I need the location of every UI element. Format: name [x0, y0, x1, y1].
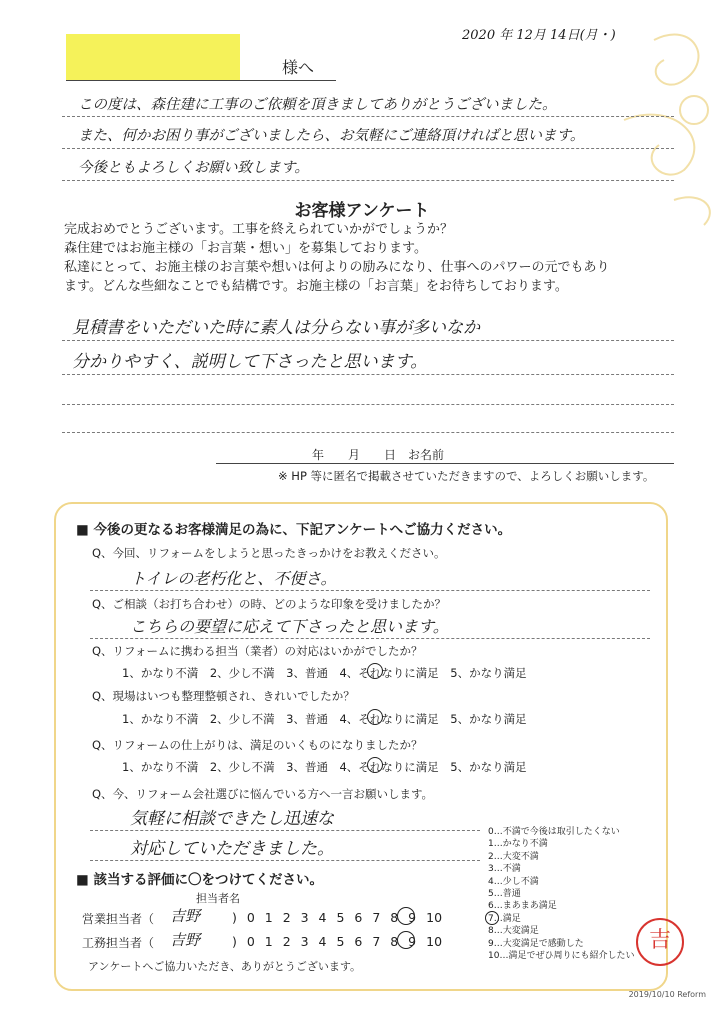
legend-item: 6…まあまあ満足: [488, 901, 557, 912]
letter-line-3: 今後ともよろしくお願い致します。: [78, 160, 309, 176]
selected-option-4-circle: [367, 757, 383, 773]
construction-score-circle: [397, 931, 415, 949]
thanks-text: アンケートへご協力いただき、ありがとうございます。: [88, 960, 362, 973]
intro-line: 私達にとって、お施主様のお言葉や想いは何よりの励みになり、仕事へのパワーの元でもあり: [64, 260, 610, 275]
intro-line: 森住建ではお施主様の「お言葉・想い」を募集しております。: [64, 241, 427, 256]
legend-item: 0…不満で今後は取引したくない: [488, 827, 620, 837]
rule: [62, 340, 674, 341]
comment-line-1: 見積書をいただいた時に素人は分らない事が多いなか: [72, 318, 480, 338]
sales-name: 吉野: [170, 907, 201, 925]
seal-stamp: 吉: [636, 918, 684, 966]
answer-2: こちらの要望に応えて下さったと思います。: [130, 617, 449, 636]
legend-item: 10…満足でぜひ周りにも紹介したい: [488, 951, 635, 962]
letter-date: 2020 年 12月 14日(月・): [462, 28, 616, 43]
hp-note: ※ HP 等に匿名で掲載させていただきますので、よろしくお願いします。: [278, 469, 655, 483]
rule: [62, 116, 674, 117]
sales-score-circle: [397, 907, 415, 925]
selected-option-4-circle: [367, 709, 383, 725]
salutation-underline: [66, 80, 336, 81]
questionnaire-heading: ■ 今後の更なるお客様満足の為に、下記アンケートへご協力ください。: [76, 522, 512, 538]
survey-intro: [64, 220, 674, 296]
options-3: 1、かなり不満 2、少し不満 3、普通 4、それなりに満足 5、かなり満足: [122, 666, 527, 680]
intro-line: ます。どんな些細なことでも結構です。お施主様の「お言葉」をお待ちしております。: [64, 279, 568, 294]
legend-item: 7…満足: [488, 913, 521, 924]
sales-label: 営業担当者（: [82, 912, 155, 926]
question-4: Q、現場はいつも整理整頓され、きれいでしたか？: [92, 689, 355, 703]
legend-item: 5…普通: [488, 889, 521, 900]
options-4: 1、かなり不満 2、少し不満 3、普通 4、それなりに満足 5、かなり満足: [122, 712, 527, 726]
letter-line-1: この度は、森住建に工事のご依頼を頂きましてありがとうございました。: [78, 97, 557, 113]
score-legend: [488, 826, 634, 962]
options-5: 1、かなり不満 2、少し不満 3、普通 4、それなりに満足 5、かなり満足: [122, 760, 527, 774]
question-2: Q、ご相談（お打ち合わせ）の時、どのような印象を受けましたか？: [92, 597, 447, 611]
staff-label: 担当者名: [196, 892, 240, 905]
rule: [90, 860, 480, 861]
rule: [62, 374, 674, 375]
date-name-line: 年 月 日 お名前: [312, 448, 445, 462]
intro-line: 完成おめでとうございます。工事を終えられていかがでしょうか？: [64, 222, 453, 237]
legend-item: 8…大変満足: [488, 926, 539, 937]
legend-item: 4…少し不満: [488, 876, 539, 887]
rule: [90, 638, 650, 639]
rule: [90, 590, 650, 591]
survey-title: お客様アンケート: [294, 201, 430, 221]
question-5: Q、リフォームの仕上がりは、満足のいくものになりましたか？: [92, 738, 423, 752]
sales-scale: ) 0 1 2 3 4 5 6 7 8 9 10: [232, 910, 443, 925]
answer-6-line-1: 気軽に相談できたし迅速な: [130, 809, 334, 829]
legend-selected-7-circle: [485, 911, 499, 925]
question-6: Q、今、リフォーム会社選びに悩んでいる方へ一言お願いします。: [92, 787, 434, 801]
legend-item: 3…不満: [488, 864, 521, 875]
evaluation-heading: ■ 該当する評価に〇をつけてください。: [76, 872, 323, 888]
salutation: 様へ: [282, 58, 315, 77]
rule: [62, 180, 674, 181]
letter-line-2: また、何かお困り事がございましたら、お気軽にご連絡頂ければと思います。: [78, 128, 585, 144]
rule: [62, 148, 674, 149]
construction-label: 工務担当者（: [82, 936, 155, 950]
comment-line-2: 分かりやすく、説明して下さったと思います。: [72, 352, 428, 372]
rule: [90, 830, 480, 831]
legend-item: 2…大変不満: [488, 851, 539, 862]
name-underline: [216, 463, 674, 464]
answer-1: トイレの老朽化と、不便さ。: [130, 569, 337, 588]
answer-6-line-2: 対応していただきました。: [130, 839, 334, 859]
legend-item: 1…かなり不満: [488, 839, 548, 850]
legend-item: 9…大変満足で感動した: [488, 938, 584, 949]
construction-name: 吉野: [170, 931, 201, 949]
construction-scale: ) 0 1 2 3 4 5 6 7 8 9 10: [232, 934, 443, 949]
rule: [62, 404, 674, 405]
question-1: Q、今回、リフォームをしようと思ったきっかけをお教えください。: [92, 546, 446, 560]
question-3: Q、リフォームに携わる担当（業者）の対応はいかがでしたか？: [92, 644, 423, 658]
footer-version: 2019/10/10 Reform: [628, 990, 706, 999]
selected-option-4-circle: [367, 663, 383, 679]
recipient-name-redaction: [66, 34, 240, 80]
rule: [62, 432, 674, 433]
